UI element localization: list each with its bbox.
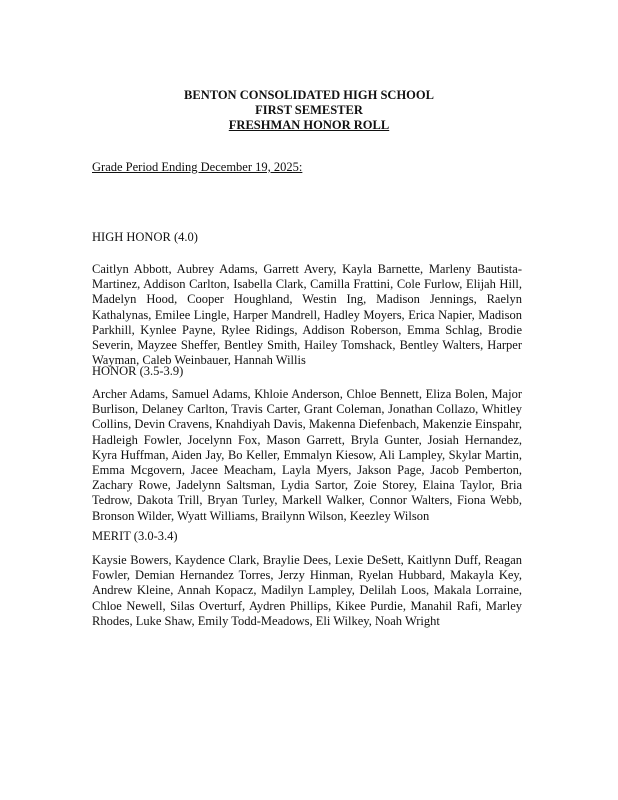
- grade-period-line: Grade Period Ending December 19, 2025:: [92, 160, 303, 174]
- merit-names: Kaysie Bowers, Kaydence Clark, Braylie Dees, Lexie DeSett, Kaitlynn Duff, Reagan Fowler, Demian Hernandez Torres, Jerzy Hinman, Ryelan Hubbard, Makayla Key, Andrew Kleine, Annah Kopacz, Madilyn Lampley, Delilah Loos, Makala Lorraine, Chloe Newell, Silas Overturf, Aydren Phillips, Kikee Purdie, Manahil Rafi, Marley Rhodes, Luke Shaw, Emily Todd-Meadows, Eli Wilkey, Noah Wright: [92, 553, 522, 628]
- honor-heading: HONOR (3.5-3.9): [92, 364, 184, 378]
- high-honor-names: Caitlyn Abbott, Aubrey Adams, Garrett Avery, Kayla Barnette, Marleny Bautista-Martinez, Addison Carlton, Isabella Clark, Camilla Frattini, Cole Furlow, Elijah Hill, Madelyn Hood, Cooper Houghland, Westin Ing, Madison Jennings, Raelyn Kathalynas, Emilee Lingle, Harper Mandrell, Hadley Moyers, Erica Napier, Madison Parkhill, Kynlee Payne, Rylee Ridings, Addison Roberson, Emma Schlag, Brodie Severin, Mayzee Sheffer, Bentley Smith, Hailey Tomshack, Bentley Walters, Harper Wayman, Caleb Weinbauer, Hannah Willis: [92, 262, 522, 368]
- honor-roll-title: FRESHMAN HONOR ROLL: [228, 118, 390, 132]
- merit-heading: MERIT (3.0-3.4): [92, 529, 178, 543]
- honor-names: Archer Adams, Samuel Adams, Khloie Anderson, Chloe Bennett, Eliza Bolen, Major Burlison, Delaney Carlton, Travis Carter, Grant Coleman, Jonathan Collazo, Whitley Collins, Devin Cravens, Knahdiyah Davis, Makenna Diefenbach, Makenzie Einspahr, Hadleigh Fowler, Jocelynn Fox, Mason Garrett, Bryla Gunter, Josiah Hernandez, Kyra Huffman, Aiden Jay, Bo Keller, Emmalyn Kiesow, Ali Lampley, Skylar Martin, Emma Mcgovern, Jacee Meacham, Layla Myers, Jakson Page, Jacob Pemberton, Zachary Rowe, Jadelynn Saltsman, Lydia Sartor, Zoie Storey, Elaina Taylor, Bria Tedrow, Dakota Trill, Bryan Turley, Markell Walker, Connor Walters, Fiona Webb, Bronson Wilder, Wyatt Williams, Brailynn Wilson, Keezley Wilson: [92, 387, 522, 523]
- document-header: [0, 88, 618, 133]
- high-honor-heading: HIGH HONOR (4.0): [92, 230, 198, 244]
- school-name: BENTON CONSOLIDATED HIGH SCHOOL: [184, 88, 434, 102]
- semester-title: FIRST SEMESTER: [255, 103, 363, 117]
